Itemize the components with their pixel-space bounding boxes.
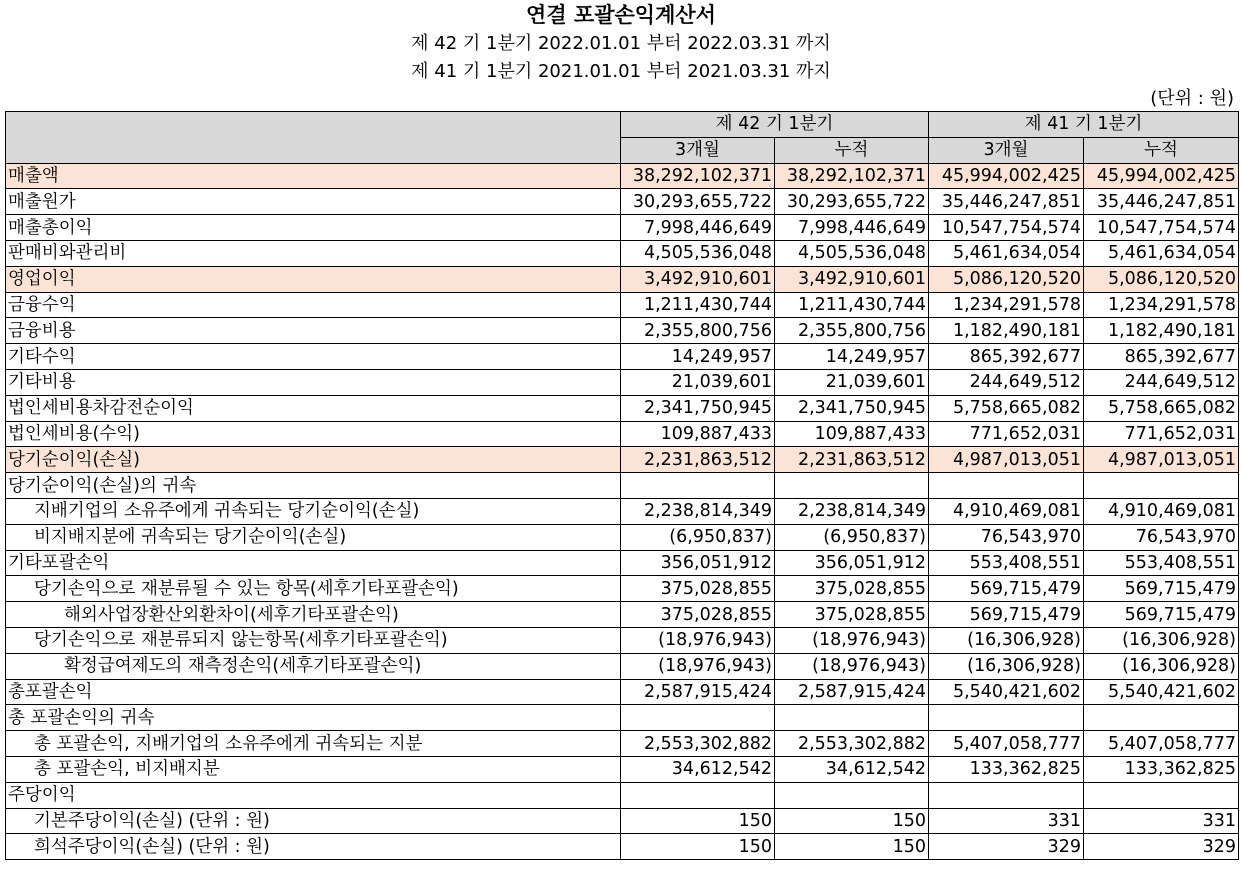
prior-cumulative-value: 865,392,677 (1084, 344, 1239, 370)
row-label: 총 포괄손익, 비지배지분 (6, 756, 621, 782)
table-row (6, 215, 1239, 241)
current-cumulative-value: (18,976,943) (775, 653, 929, 679)
table-row (6, 292, 1239, 318)
current-cumulative-value: 2,341,750,945 (775, 395, 929, 421)
table-row (6, 395, 1239, 421)
current-three-months-value: 109,887,433 (621, 421, 775, 447)
prior-three-months-value: (16,306,928) (929, 653, 1084, 679)
current-three-months-value: 150 (621, 834, 775, 860)
prior-three-months-value: 569,715,479 (929, 602, 1084, 628)
current-three-months-value: 30,293,655,722 (621, 189, 775, 215)
table-row (6, 447, 1239, 473)
row-label: 영업이익 (6, 266, 621, 292)
current-three-months-value: 7,998,446,649 (621, 215, 775, 241)
prior-three-months-value: 5,461,634,054 (929, 240, 1084, 266)
current-three-months-value: 356,051,912 (621, 550, 775, 576)
table-row (6, 731, 1239, 757)
row-label: 희석주당이익(손실) (단위 : 원) (6, 834, 621, 860)
current-three-months-value: 2,553,302,882 (621, 731, 775, 757)
table-row (6, 473, 1239, 499)
current-cumulative-value: 2,238,814,349 (775, 498, 929, 524)
prior-cumulative-value (1084, 705, 1239, 731)
prior-cumulative-value: 569,715,479 (1084, 602, 1239, 628)
prior-cumulative-value: 331 (1084, 808, 1239, 834)
table-row (6, 266, 1239, 292)
prior-three-months-value: 569,715,479 (929, 576, 1084, 602)
current-three-months-value: 2,238,814,349 (621, 498, 775, 524)
prior-cumulative-value: 1,234,291,578 (1084, 292, 1239, 318)
prior-three-months-value: 5,407,058,777 (929, 731, 1084, 757)
current-cumulative-value: 7,998,446,649 (775, 215, 929, 241)
table-row (6, 344, 1239, 370)
header-current-cumulative: 누적 (775, 137, 929, 163)
prior-three-months-value: 133,362,825 (929, 756, 1084, 782)
table-row (6, 679, 1239, 705)
row-label: 비지배지분에 귀속되는 당기순이익(손실) (6, 524, 621, 550)
row-label: 당기순이익(손실)의 귀속 (6, 473, 621, 499)
prior-three-months-value: 553,408,551 (929, 550, 1084, 576)
table-row (6, 576, 1239, 602)
current-three-months-value: 2,341,750,945 (621, 395, 775, 421)
row-label: 확정급여제도의 재측정손익(세후기타포괄손익) (6, 653, 621, 679)
prior-cumulative-value: 76,543,970 (1084, 524, 1239, 550)
header-prior-three-months: 3개월 (929, 137, 1084, 163)
prior-period-range: 제 41 기 1분기 2021.01.01 부터 2021.03.31 까지 (411, 61, 831, 82)
prior-cumulative-value: 45,994,002,425 (1084, 163, 1239, 189)
current-three-months-value (621, 473, 775, 499)
current-three-months-value: (18,976,943) (621, 627, 775, 653)
prior-cumulative-value: 133,362,825 (1084, 756, 1239, 782)
row-label: 금융수익 (6, 292, 621, 318)
header-prior-cumulative: 누적 (1084, 137, 1239, 163)
current-three-months-value (621, 705, 775, 731)
prior-cumulative-value: 569,715,479 (1084, 576, 1239, 602)
current-cumulative-value: 30,293,655,722 (775, 189, 929, 215)
row-label: 금융비용 (6, 318, 621, 344)
current-three-months-value: 2,231,863,512 (621, 447, 775, 473)
row-label: 총 포괄손익, 지배기업의 소유주에게 귀속되는 지분 (6, 731, 621, 757)
prior-three-months-value: 329 (929, 834, 1084, 860)
prior-three-months-value: 1,182,490,181 (929, 318, 1084, 344)
current-three-months-value: 4,505,536,048 (621, 240, 775, 266)
prior-three-months-value (929, 473, 1084, 499)
prior-cumulative-value: 5,086,120,520 (1084, 266, 1239, 292)
prior-three-months-value: 5,086,120,520 (929, 266, 1084, 292)
current-cumulative-value: 2,355,800,756 (775, 318, 929, 344)
prior-cumulative-value: 5,461,634,054 (1084, 240, 1239, 266)
row-label: 주당이익 (6, 782, 621, 808)
table-row (6, 808, 1239, 834)
current-cumulative-value: 21,039,601 (775, 369, 929, 395)
table-row (6, 550, 1239, 576)
table-row (6, 524, 1239, 550)
table-body (6, 163, 1239, 860)
current-cumulative-value: 2,231,863,512 (775, 447, 929, 473)
prior-three-months-value: 4,910,469,081 (929, 498, 1084, 524)
table-row (6, 189, 1239, 215)
prior-three-months-value (929, 705, 1084, 731)
current-three-months-value: 1,211,430,744 (621, 292, 775, 318)
current-cumulative-value: 2,553,302,882 (775, 731, 929, 757)
current-cumulative-value: 4,505,536,048 (775, 240, 929, 266)
current-cumulative-value: 109,887,433 (775, 421, 929, 447)
table-row (6, 756, 1239, 782)
prior-cumulative-value: 5,758,665,082 (1084, 395, 1239, 421)
prior-cumulative-value (1084, 782, 1239, 808)
current-cumulative-value: (18,976,943) (775, 627, 929, 653)
row-label: 지배기업의 소유주에게 귀속되는 당기순이익(손실) (6, 498, 621, 524)
current-cumulative-value: 375,028,855 (775, 576, 929, 602)
prior-cumulative-value: 1,182,490,181 (1084, 318, 1239, 344)
unit-label: (단위 : 원) (1150, 88, 1234, 109)
header-current-three-months: 3개월 (621, 137, 775, 163)
table-row (6, 705, 1239, 731)
prior-cumulative-value: (16,306,928) (1084, 627, 1239, 653)
table-row (6, 240, 1239, 266)
table-row (6, 369, 1239, 395)
header-blank-cell (6, 112, 621, 164)
current-cumulative-value: 38,292,102,371 (775, 163, 929, 189)
current-three-months-value: 375,028,855 (621, 602, 775, 628)
table-row (6, 498, 1239, 524)
prior-cumulative-value: 5,407,058,777 (1084, 731, 1239, 757)
prior-three-months-value: 1,234,291,578 (929, 292, 1084, 318)
current-cumulative-value: 1,211,430,744 (775, 292, 929, 318)
current-three-months-value: 375,028,855 (621, 576, 775, 602)
prior-three-months-value: 5,758,665,082 (929, 395, 1084, 421)
current-three-months-value (621, 782, 775, 808)
row-label: 기타수익 (6, 344, 621, 370)
income-statement-table (5, 111, 1239, 860)
current-three-months-value: 2,355,800,756 (621, 318, 775, 344)
row-label: 기타비용 (6, 369, 621, 395)
table-row (6, 163, 1239, 189)
prior-three-months-value: 45,994,002,425 (929, 163, 1084, 189)
current-cumulative-value (775, 705, 929, 731)
prior-three-months-value: 76,543,970 (929, 524, 1084, 550)
row-label: 총포괄손익 (6, 679, 621, 705)
prior-three-months-value (929, 782, 1084, 808)
prior-three-months-value: 331 (929, 808, 1084, 834)
current-period-range: 제 42 기 1분기 2022.01.01 부터 2022.03.31 까지 (411, 33, 831, 54)
prior-cumulative-value: 553,408,551 (1084, 550, 1239, 576)
prior-cumulative-value: 35,446,247,851 (1084, 189, 1239, 215)
current-three-months-value: 38,292,102,371 (621, 163, 775, 189)
prior-cumulative-value: 244,649,512 (1084, 369, 1239, 395)
current-cumulative-value (775, 473, 929, 499)
current-cumulative-value: 150 (775, 834, 929, 860)
row-label: 당기손익으로 재분류될 수 있는 항목(세후기타포괄손익) (6, 576, 621, 602)
prior-three-months-value: 5,540,421,602 (929, 679, 1084, 705)
statement-title: 연결 포괄손익계산서 (526, 3, 716, 27)
prior-cumulative-value (1084, 473, 1239, 499)
row-label: 기본주당이익(손실) (단위 : 원) (6, 808, 621, 834)
prior-cumulative-value: 4,987,013,051 (1084, 447, 1239, 473)
current-three-months-value: 3,492,910,601 (621, 266, 775, 292)
prior-three-months-value: 10,547,754,574 (929, 215, 1084, 241)
row-label: 총 포괄손익의 귀속 (6, 705, 621, 731)
current-three-months-value: 34,612,542 (621, 756, 775, 782)
prior-three-months-value: 35,446,247,851 (929, 189, 1084, 215)
current-cumulative-value: 3,492,910,601 (775, 266, 929, 292)
current-three-months-value: 2,587,915,424 (621, 679, 775, 705)
row-label: 매출원가 (6, 189, 621, 215)
prior-cumulative-value: 4,910,469,081 (1084, 498, 1239, 524)
current-cumulative-value: 34,612,542 (775, 756, 929, 782)
header-prior-period: 제 41 기 1분기 (929, 112, 1239, 138)
prior-three-months-value: 244,649,512 (929, 369, 1084, 395)
current-cumulative-value: 356,051,912 (775, 550, 929, 576)
current-three-months-value: 14,249,957 (621, 344, 775, 370)
row-label: 법인세비용차감전순이익 (6, 395, 621, 421)
row-label: 기타포괄손익 (6, 550, 621, 576)
current-cumulative-value: 2,587,915,424 (775, 679, 929, 705)
prior-cumulative-value: 10,547,754,574 (1084, 215, 1239, 241)
current-cumulative-value: 375,028,855 (775, 602, 929, 628)
prior-three-months-value: 865,392,677 (929, 344, 1084, 370)
table-row (6, 834, 1239, 860)
current-three-months-value: 150 (621, 808, 775, 834)
prior-three-months-value: 4,987,013,051 (929, 447, 1084, 473)
current-cumulative-value: 150 (775, 808, 929, 834)
prior-cumulative-value: 5,540,421,602 (1084, 679, 1239, 705)
header-current-period: 제 42 기 1분기 (621, 112, 929, 138)
prior-three-months-value: (16,306,928) (929, 627, 1084, 653)
prior-cumulative-value: (16,306,928) (1084, 653, 1239, 679)
row-label: 매출총이익 (6, 215, 621, 241)
prior-three-months-value: 771,652,031 (929, 421, 1084, 447)
current-three-months-value: 21,039,601 (621, 369, 775, 395)
current-three-months-value: (6,950,837) (621, 524, 775, 550)
table-row (6, 653, 1239, 679)
row-label: 해외사업장환산외환차이(세후기타포괄손익) (6, 602, 621, 628)
current-cumulative-value (775, 782, 929, 808)
prior-cumulative-value: 329 (1084, 834, 1239, 860)
row-label: 당기순이익(손실) (6, 447, 621, 473)
table-row (6, 782, 1239, 808)
table-row (6, 421, 1239, 447)
current-cumulative-value: (6,950,837) (775, 524, 929, 550)
current-cumulative-value: 14,249,957 (775, 344, 929, 370)
row-label: 당기손익으로 재분류되지 않는항목(세후기타포괄손익) (6, 627, 621, 653)
row-label: 매출액 (6, 163, 621, 189)
row-label: 법인세비용(수익) (6, 421, 621, 447)
current-three-months-value: (18,976,943) (621, 653, 775, 679)
prior-cumulative-value: 771,652,031 (1084, 421, 1239, 447)
row-label: 판매비와관리비 (6, 240, 621, 266)
table-row (6, 602, 1239, 628)
table-row (6, 318, 1239, 344)
table-row (6, 627, 1239, 653)
